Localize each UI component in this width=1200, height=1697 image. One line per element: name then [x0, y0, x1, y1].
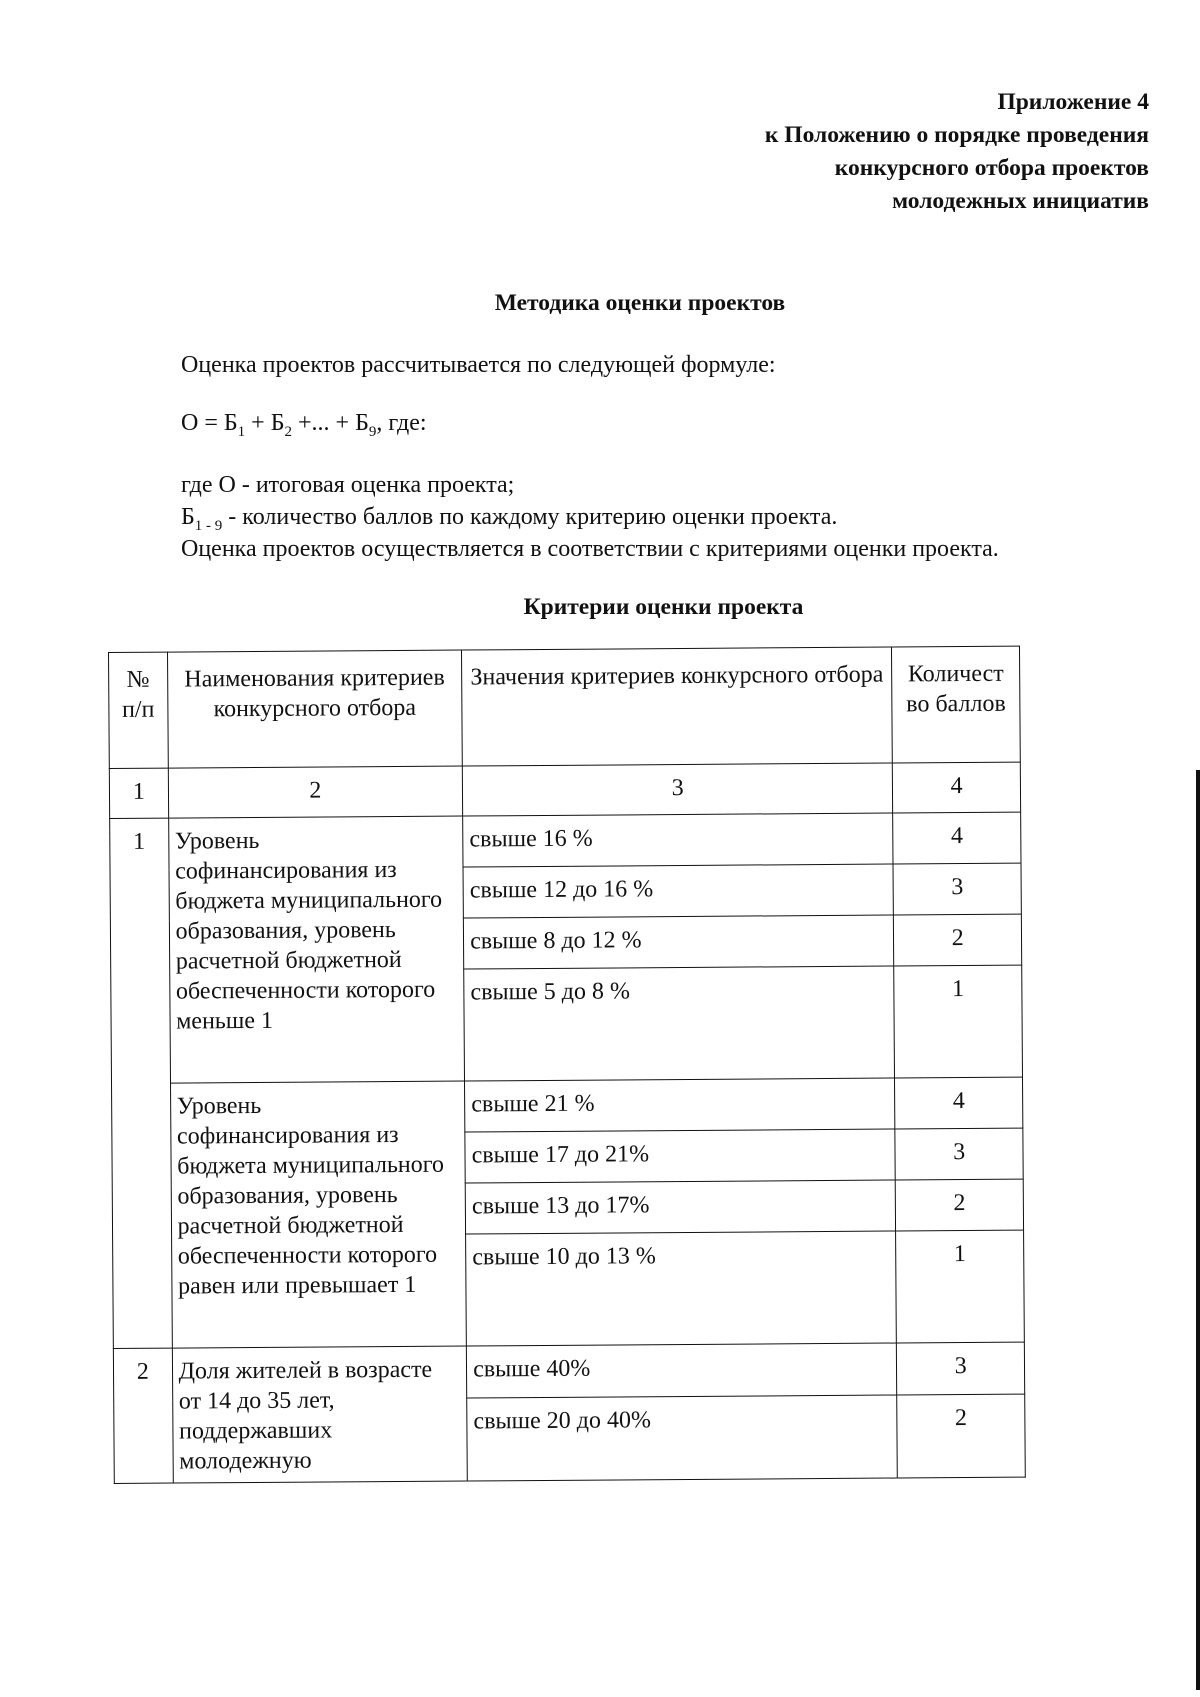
legend-line-3: Оценка проектов осуществляется в соответствии с критериями оценки проекта.	[181, 536, 999, 562]
appendix-line-2: к Положению о порядке проведения	[764, 122, 1149, 148]
formula-eq: =	[198, 410, 224, 436]
criterion-points: 1	[896, 1230, 1024, 1343]
criterion-points: 3	[893, 863, 1021, 915]
formula-sub-9: 9	[368, 423, 377, 440]
table-row	[112, 1077, 1023, 1134]
column-number: 1	[109, 768, 168, 818]
legend-range: 1 - 9	[194, 517, 223, 534]
criterion-value: свыше 10 до 13 %	[466, 1231, 897, 1346]
criterion-value: свыше 21 %	[465, 1078, 896, 1132]
legend-b: Б	[181, 504, 195, 530]
criterion-number: 2	[113, 1348, 173, 1483]
formula-tail: , где:	[376, 410, 427, 436]
formula-sub-2: 2	[284, 423, 292, 440]
formula-plus: +	[245, 410, 271, 436]
formula-b9: Б	[355, 410, 369, 436]
criterion-value: свыше 8 до 12 %	[463, 915, 894, 969]
criterion-points: 3	[897, 1342, 1025, 1395]
table-header-row	[109, 646, 1021, 768]
header-name: Наименования критериев конкурсного отбора	[167, 650, 462, 768]
intro-text: Оценка проектов рассчитывается по следующей формуле:	[181, 352, 776, 378]
criterion-name: Доля жителей в возрасте от 14 до 35 лет, поддержавших молодежную	[172, 1346, 467, 1483]
column-numbers-row	[109, 762, 1020, 818]
formula-b1: Б	[223, 410, 238, 436]
criterion-value: свыше 40%	[466, 1343, 897, 1398]
criterion-value: свыше 5 до 8 %	[464, 966, 895, 1081]
criterion-points: 4	[895, 1077, 1023, 1129]
header-num: № п/п	[109, 652, 168, 768]
legend-line-2-text: - количество баллов по каждому критерию оценки проекта.	[222, 504, 838, 530]
criteria-title: Критерии оценки проекта	[523, 594, 804, 620]
criterion-points: 1	[894, 965, 1022, 1078]
column-number: 2	[168, 766, 463, 818]
criterion-value: свыше 20 до 40%	[467, 1395, 898, 1481]
appendix-line-4: молодежных инициатив	[892, 188, 1149, 214]
formula-sub-1: 1	[237, 423, 246, 440]
criterion-name: Уровень софинансирования из бюджета муниципального образования, уровень расчетной бюджетной обеспеченности которого равен или превышает 1	[170, 1081, 466, 1348]
appendix-line-1: Приложение 4	[997, 89, 1149, 115]
criterion-points: 3	[895, 1128, 1023, 1180]
table-row	[113, 1342, 1024, 1401]
formula-b2: Б	[270, 410, 285, 436]
header-value: Значения критериев конкурсного отбора	[462, 647, 893, 766]
header-points: Количест во баллов	[892, 646, 1021, 763]
formula-o: О	[181, 410, 199, 436]
criterion-value: свыше 13 до 17%	[465, 1180, 896, 1234]
criterion-number: 1	[110, 818, 172, 1348]
legend-line-1: где О - итоговая оценка проекта;	[181, 472, 515, 498]
criteria-table	[108, 646, 1026, 1484]
criterion-value: свыше 12 до 16 %	[463, 864, 894, 918]
criterion-value: свыше 16 %	[463, 813, 894, 867]
scan-edge-bar	[1196, 770, 1200, 1690]
appendix-header	[765, 86, 1149, 218]
criterion-points: 2	[895, 1179, 1023, 1231]
method-title: Методика оценки проектов	[494, 290, 786, 316]
criterion-points: 2	[897, 1394, 1025, 1478]
formula	[181, 410, 427, 441]
column-number: 4	[893, 762, 1021, 813]
criterion-value: свыше 17 до 21%	[465, 1129, 896, 1183]
criterion-points: 4	[893, 812, 1021, 864]
criterion-points: 2	[894, 914, 1022, 966]
formula-dots: +... +	[292, 410, 356, 436]
legend-line-2	[181, 504, 837, 535]
criterion-name: Уровень софинансирования из бюджета муниципального образования, уровень расчетной бюджетной обеспеченности которого меньше 1	[168, 816, 464, 1083]
table-row	[110, 812, 1021, 869]
column-number: 3	[462, 763, 892, 816]
appendix-line-3: конкурсного отбора проектов	[834, 155, 1149, 181]
